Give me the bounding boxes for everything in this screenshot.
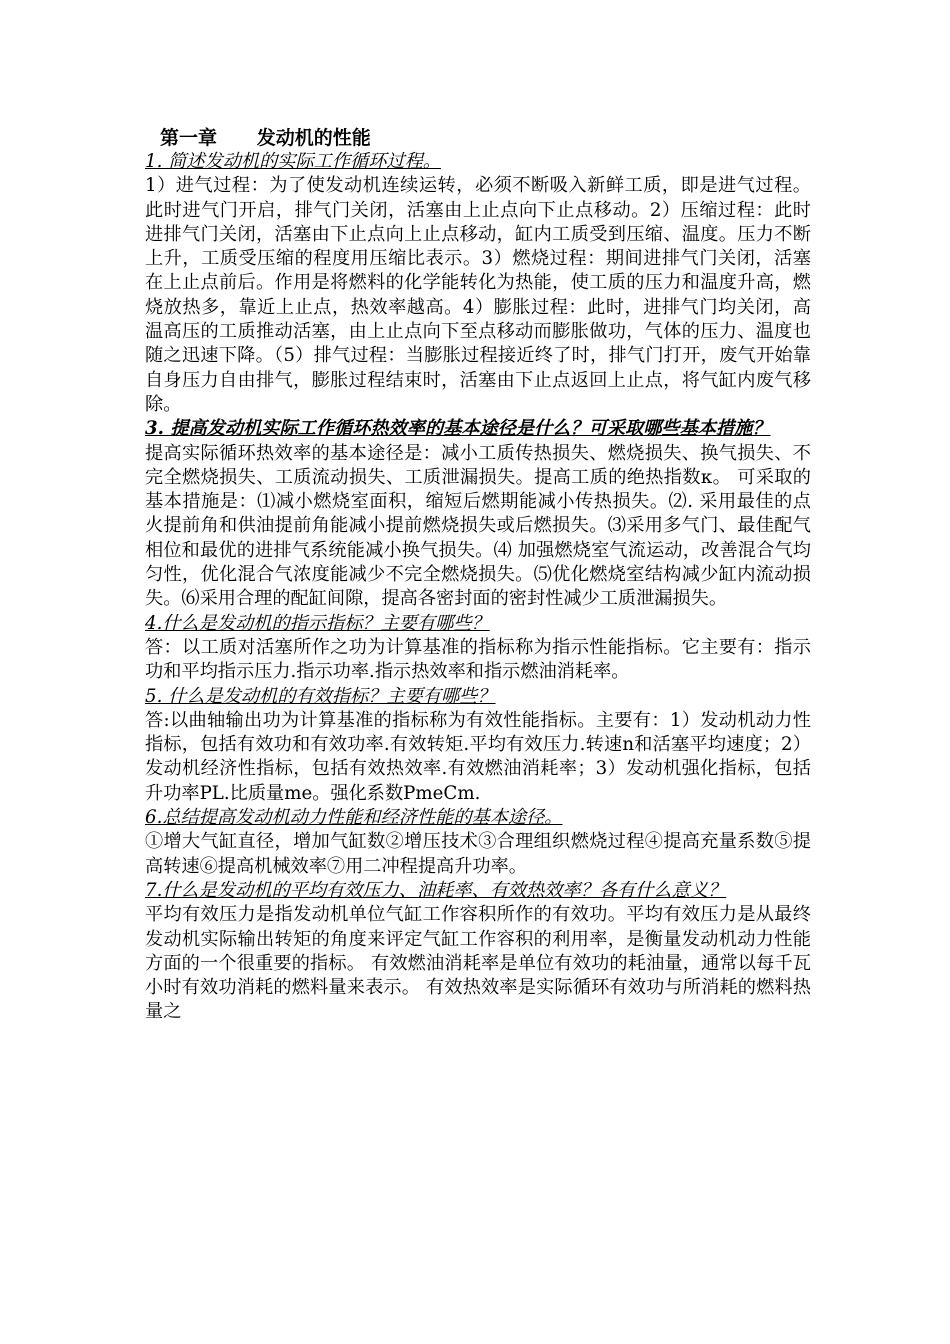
answer-1-text: 1）进气过程：为了使发动机连续运转，必须不断吸入新鲜工质，即是进气过程。此时进气门开启，排气门关闭，活塞由上止点向下止点移动。2）压缩过程：此时进排气门关闭，活塞由下止点向上止点移动，缸内工质受到压缩、温度。压力不断上升，工质受压缩的程度用压缩比表示。3）燃烧过程：期间进排气门关闭，活塞在上止点前后。作用是将燃料的化学能转化为热能，使工质的压力和温度升高，燃烧放热多，靠近上止点，热效率越高。4）膨胀过程：此时，进排气门均关闭，高温高压的工质推动活塞，由上止点向下至点移动而膨胀做功，气体的压力、温度也随之迅速下降。（5）排气过程：当膨胀过程接近终了时，排气门打开，废气开始靠自身压力自由排气，膨胀过程结束时，活塞由下止点返回上止点，将气缸内废气移除。	[145, 175, 811, 415]
question-7-heading: 7.什么是发动机的平均有效压力、油耗率、有效热效率？各有什么意义？	[145, 879, 727, 901]
question-1-heading: 1. 简述发动机的实际工作循环过程。	[145, 151, 441, 172]
answer-7-text: 平均有效压力是指发动机单位气缸工作容积所作的有效功。平均有效压力是从最终发动机实际输出转矩的角度来评定气缸工作容积的利用率，是衡量发动机动力性能方面的一个很重要的指标。 有效燃油消耗率是单位有效功的耗油量，通常以每千瓦小时有效功消耗的燃料量来表示。 有效热效率是实际循环有效功与所消耗的燃料热量之	[145, 904, 811, 1023]
answer-6-text: ①增大气缸直径，增加气缸数②增压技术③合理组织燃烧过程④提高充量系数⑤提高转速⑥提高机械效率⑦用二冲程提高升功率。	[145, 831, 811, 877]
question-4-heading: 4.什么是发动机的指示指标？主要有哪些？	[145, 612, 490, 634]
answer-3-text: 提高实际循环热效率的基本途径是：减小工质传热损失、燃烧损失、换气损失、不完全燃烧损失、工质流动损失、工质泄漏损失。提高工质的绝热指数κ。 可采取的基本措施是：⑴减小燃烧室面积，缩短后燃期能减小传热损失。⑵. 采用最佳的点火提前角和供油提前角能减小提前燃烧损失或后燃损失。⑶采用多气门、最佳配气相位和最优的进排气系统能减小换气损失。⑷ 加强燃烧室气流运动，改善混合气均匀性，优化混合气浓度能减少不完全燃烧损失。⑸优化燃烧室结构减少缸内流动损失。⑹采用合理的配缸间隙，提高各密封面的密封性减少工质泄漏损失。	[145, 442, 811, 610]
section-7	[145, 879, 811, 1025]
question-6-heading: 6.总结提高发动机动力性能和经济性能的基本途径。	[145, 807, 563, 829]
chapter-title: 第一章 发动机的性能	[160, 127, 371, 149]
section-1	[145, 150, 811, 417]
section-5	[145, 685, 811, 806]
answer-4-text: 答：以工质对活塞所作之功为计算基准的指标称为指示性能指标。它主要有：指示功和平均指示压力.指示功率.指示热效率和指示燃油消耗率。	[145, 636, 811, 683]
section-3	[145, 417, 811, 611]
section-6	[145, 806, 811, 879]
document-page	[145, 126, 811, 1025]
answer-5-text: 答:以曲轴输出功为计算基准的指标称为有效性能指标。主要有：1）发动机动力性指标，包括有效功和有效功率.有效转矩.平均有效压力.转速n和活塞平均速度；2）发动机经济性指标，包括有效热效率.有效燃油消耗率；3）发动机强化指标，包括升功率PL.比质量me。强化系数PmeCm.	[145, 709, 811, 804]
question-3-heading: 3. 提高发动机实际工作循环热效率的基本途径是什么？可采取哪些基本措施？	[145, 418, 771, 440]
question-5-heading: 5. 什么是发动机的有效指标？主要有哪些？	[145, 685, 496, 707]
section-4	[145, 612, 811, 685]
